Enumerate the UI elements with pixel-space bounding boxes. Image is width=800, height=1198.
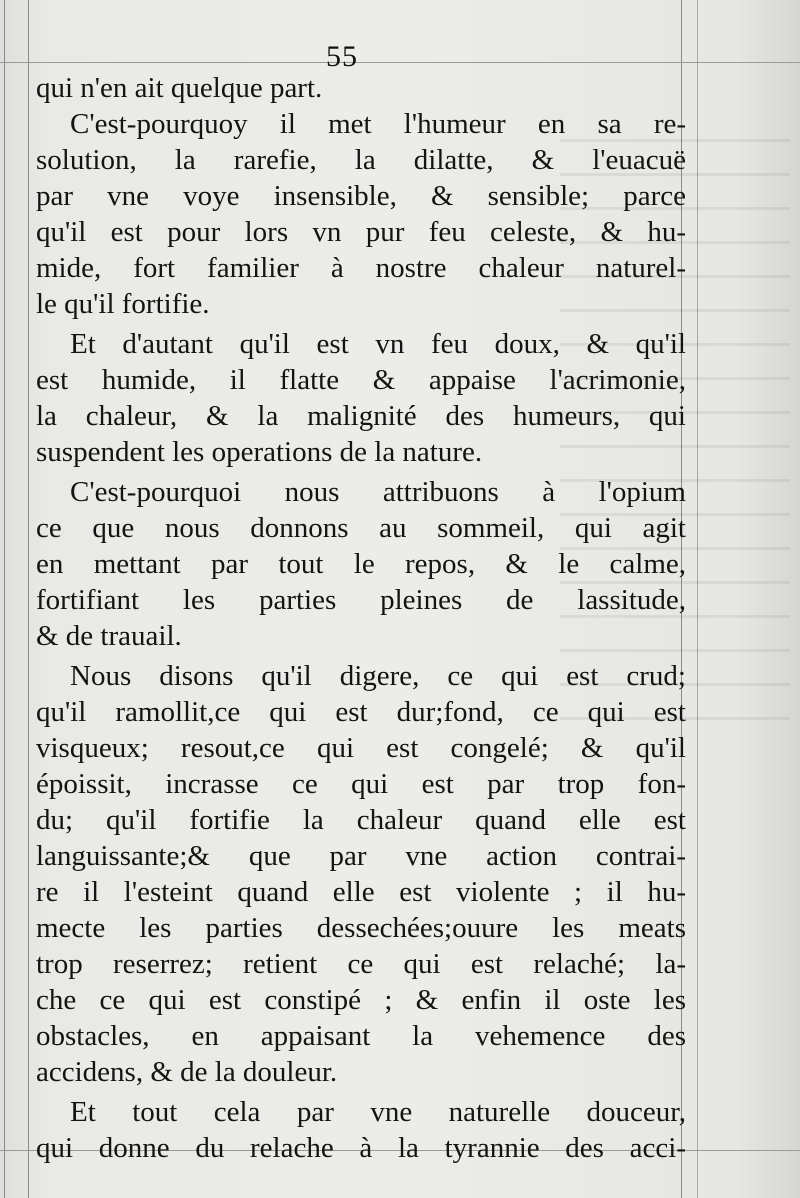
text-line: qu'il ramollit,ce qui est dur;fond, ce qui est bbox=[36, 696, 686, 728]
text-line: & de trauail. bbox=[36, 620, 182, 652]
text-line: qui n'en ait quelque part. bbox=[36, 72, 323, 104]
text-line: solution, la rarefie, la dilatte, & l'euacuë bbox=[36, 144, 686, 176]
text-line: en mettant par tout le repos, & le calme, bbox=[36, 548, 686, 580]
text-line: la chaleur, & la malignité des humeurs, qui bbox=[36, 400, 686, 432]
text-line: qu'il est pour lors vn pur feu celeste, & hu- bbox=[36, 216, 686, 248]
text-line: le qu'il fortifie. bbox=[36, 288, 210, 320]
text-line: Et d'autant qu'il est vn feu doux, & qu'il bbox=[70, 328, 686, 360]
text-line: accidens, & de la douleur. bbox=[36, 1056, 338, 1088]
text-line: C'est-pourquoy il met l'humeur en sa re- bbox=[70, 108, 686, 140]
text-line: suspendent les operations de la nature. bbox=[36, 436, 483, 468]
text-line: Et tout cela par vne naturelle douceur, bbox=[70, 1096, 686, 1128]
text-line: mide, fort familier à nostre chaleur naturel- bbox=[36, 252, 686, 284]
text-line: qui donne du relache à la tyrannie des acci- bbox=[36, 1132, 686, 1164]
text-line: languissante;& que par vne action contrai- bbox=[36, 840, 686, 872]
text-line: fortifiant les parties pleines de lassitude, bbox=[36, 584, 686, 616]
page-edge-rule bbox=[4, 0, 5, 1198]
text-line: re il l'esteint quand elle est violente ; il hu- bbox=[36, 876, 686, 908]
text-line: est humide, il flatte & appaise l'acrimonie, bbox=[36, 364, 686, 396]
text-line: C'est-pourquoi nous attribuons à l'opium bbox=[70, 476, 686, 508]
text-line: obstacles, en appaisant la vehemence des bbox=[36, 1020, 686, 1052]
text-line: Nous disons qu'il digere, ce qui est crud; bbox=[70, 660, 686, 692]
text-line: du; qu'il fortifie la chaleur quand elle est bbox=[36, 804, 686, 836]
text-line: trop reserrez; retient ce qui est relaché; la- bbox=[36, 948, 686, 980]
page-number: 55 bbox=[326, 40, 358, 73]
text-line: mecte les parties dessechées;ouure les meats bbox=[36, 912, 686, 944]
left-margin-rule bbox=[28, 0, 29, 1198]
top-margin-rule bbox=[0, 62, 800, 63]
text-line: ce que nous donnons au sommeil, qui agit bbox=[36, 512, 686, 544]
body-text bbox=[36, 70, 686, 1166]
text-line: che ce qui est constipé ; & enfin il oste les bbox=[36, 984, 686, 1016]
text-line: visqueux; resout,ce qui est congelé; & qu'il bbox=[36, 732, 686, 764]
text-line: par vne voye insensible, & sensible; parce bbox=[36, 180, 686, 212]
text-line: époissit, incrasse ce qui est par trop fon- bbox=[36, 768, 686, 800]
